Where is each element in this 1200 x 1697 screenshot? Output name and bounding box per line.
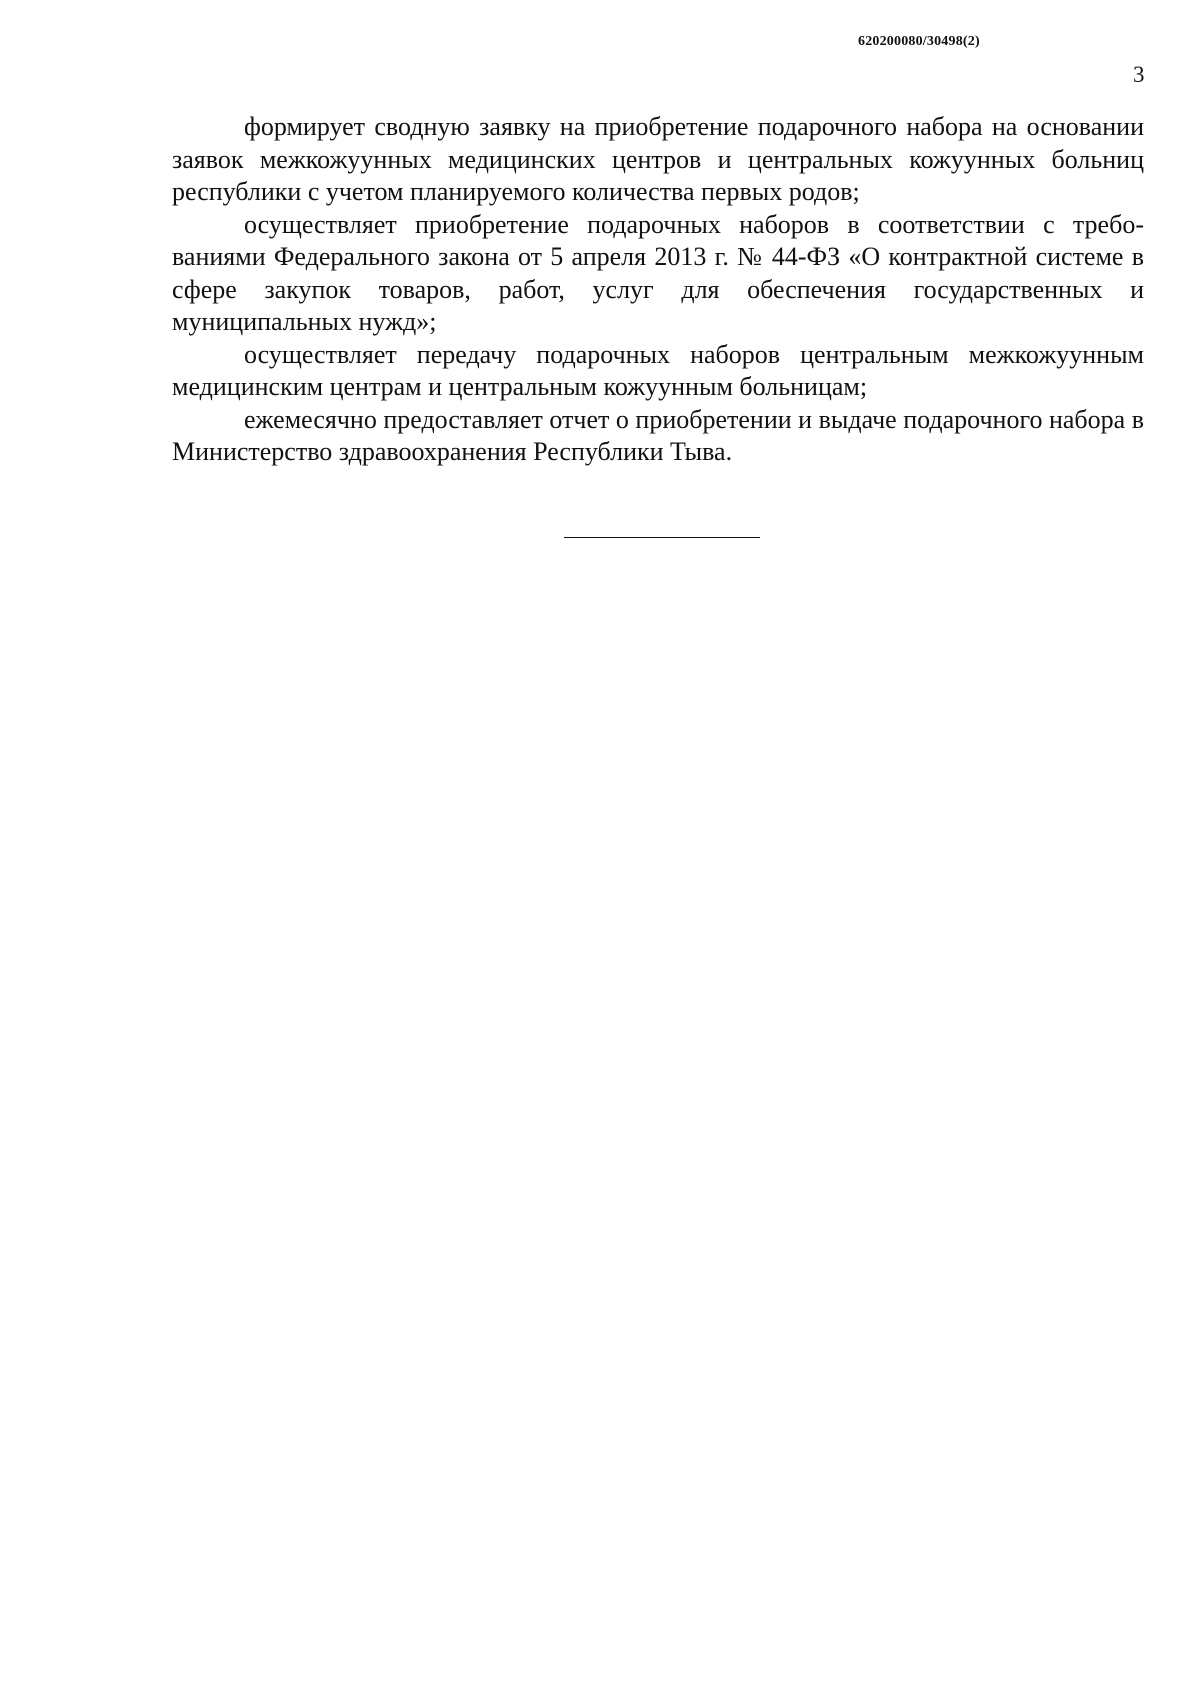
document-id: 620200080/30498(2) xyxy=(858,34,980,49)
paragraph-monthly-report: ежемесячно предоставляет отчет о приобретении и выдаче подарочного набора в Министерство здравоохранения Республики Тыва. xyxy=(172,404,1144,466)
paragraph-summary-request: формирует сводную заявку на приобретение подарочного набора на основании заявок межкожуунных медицинских центров и центральных кожуунных больниц республики с учетом планируемого количества первых родов; xyxy=(172,112,1144,206)
page-number: 3 xyxy=(1133,62,1145,87)
document-body xyxy=(172,111,1144,469)
paragraph-procurement: осуществляет приобретение подарочных наборов в соответствии с требованиями Федерального закона от 5 апреля 2013 г. № 44-ФЗ «О контрактной системе в сфере закупок товаров, работ, услуг для обеспечения государственных и муниципальных нужд»; xyxy=(172,209,1144,336)
paragraph-transfer: осуществляет передачу подарочных наборов центральным межкожуунным медицинским центрам и центральным кожуунным больницам; xyxy=(172,339,1144,401)
end-of-text-rule xyxy=(564,537,760,538)
